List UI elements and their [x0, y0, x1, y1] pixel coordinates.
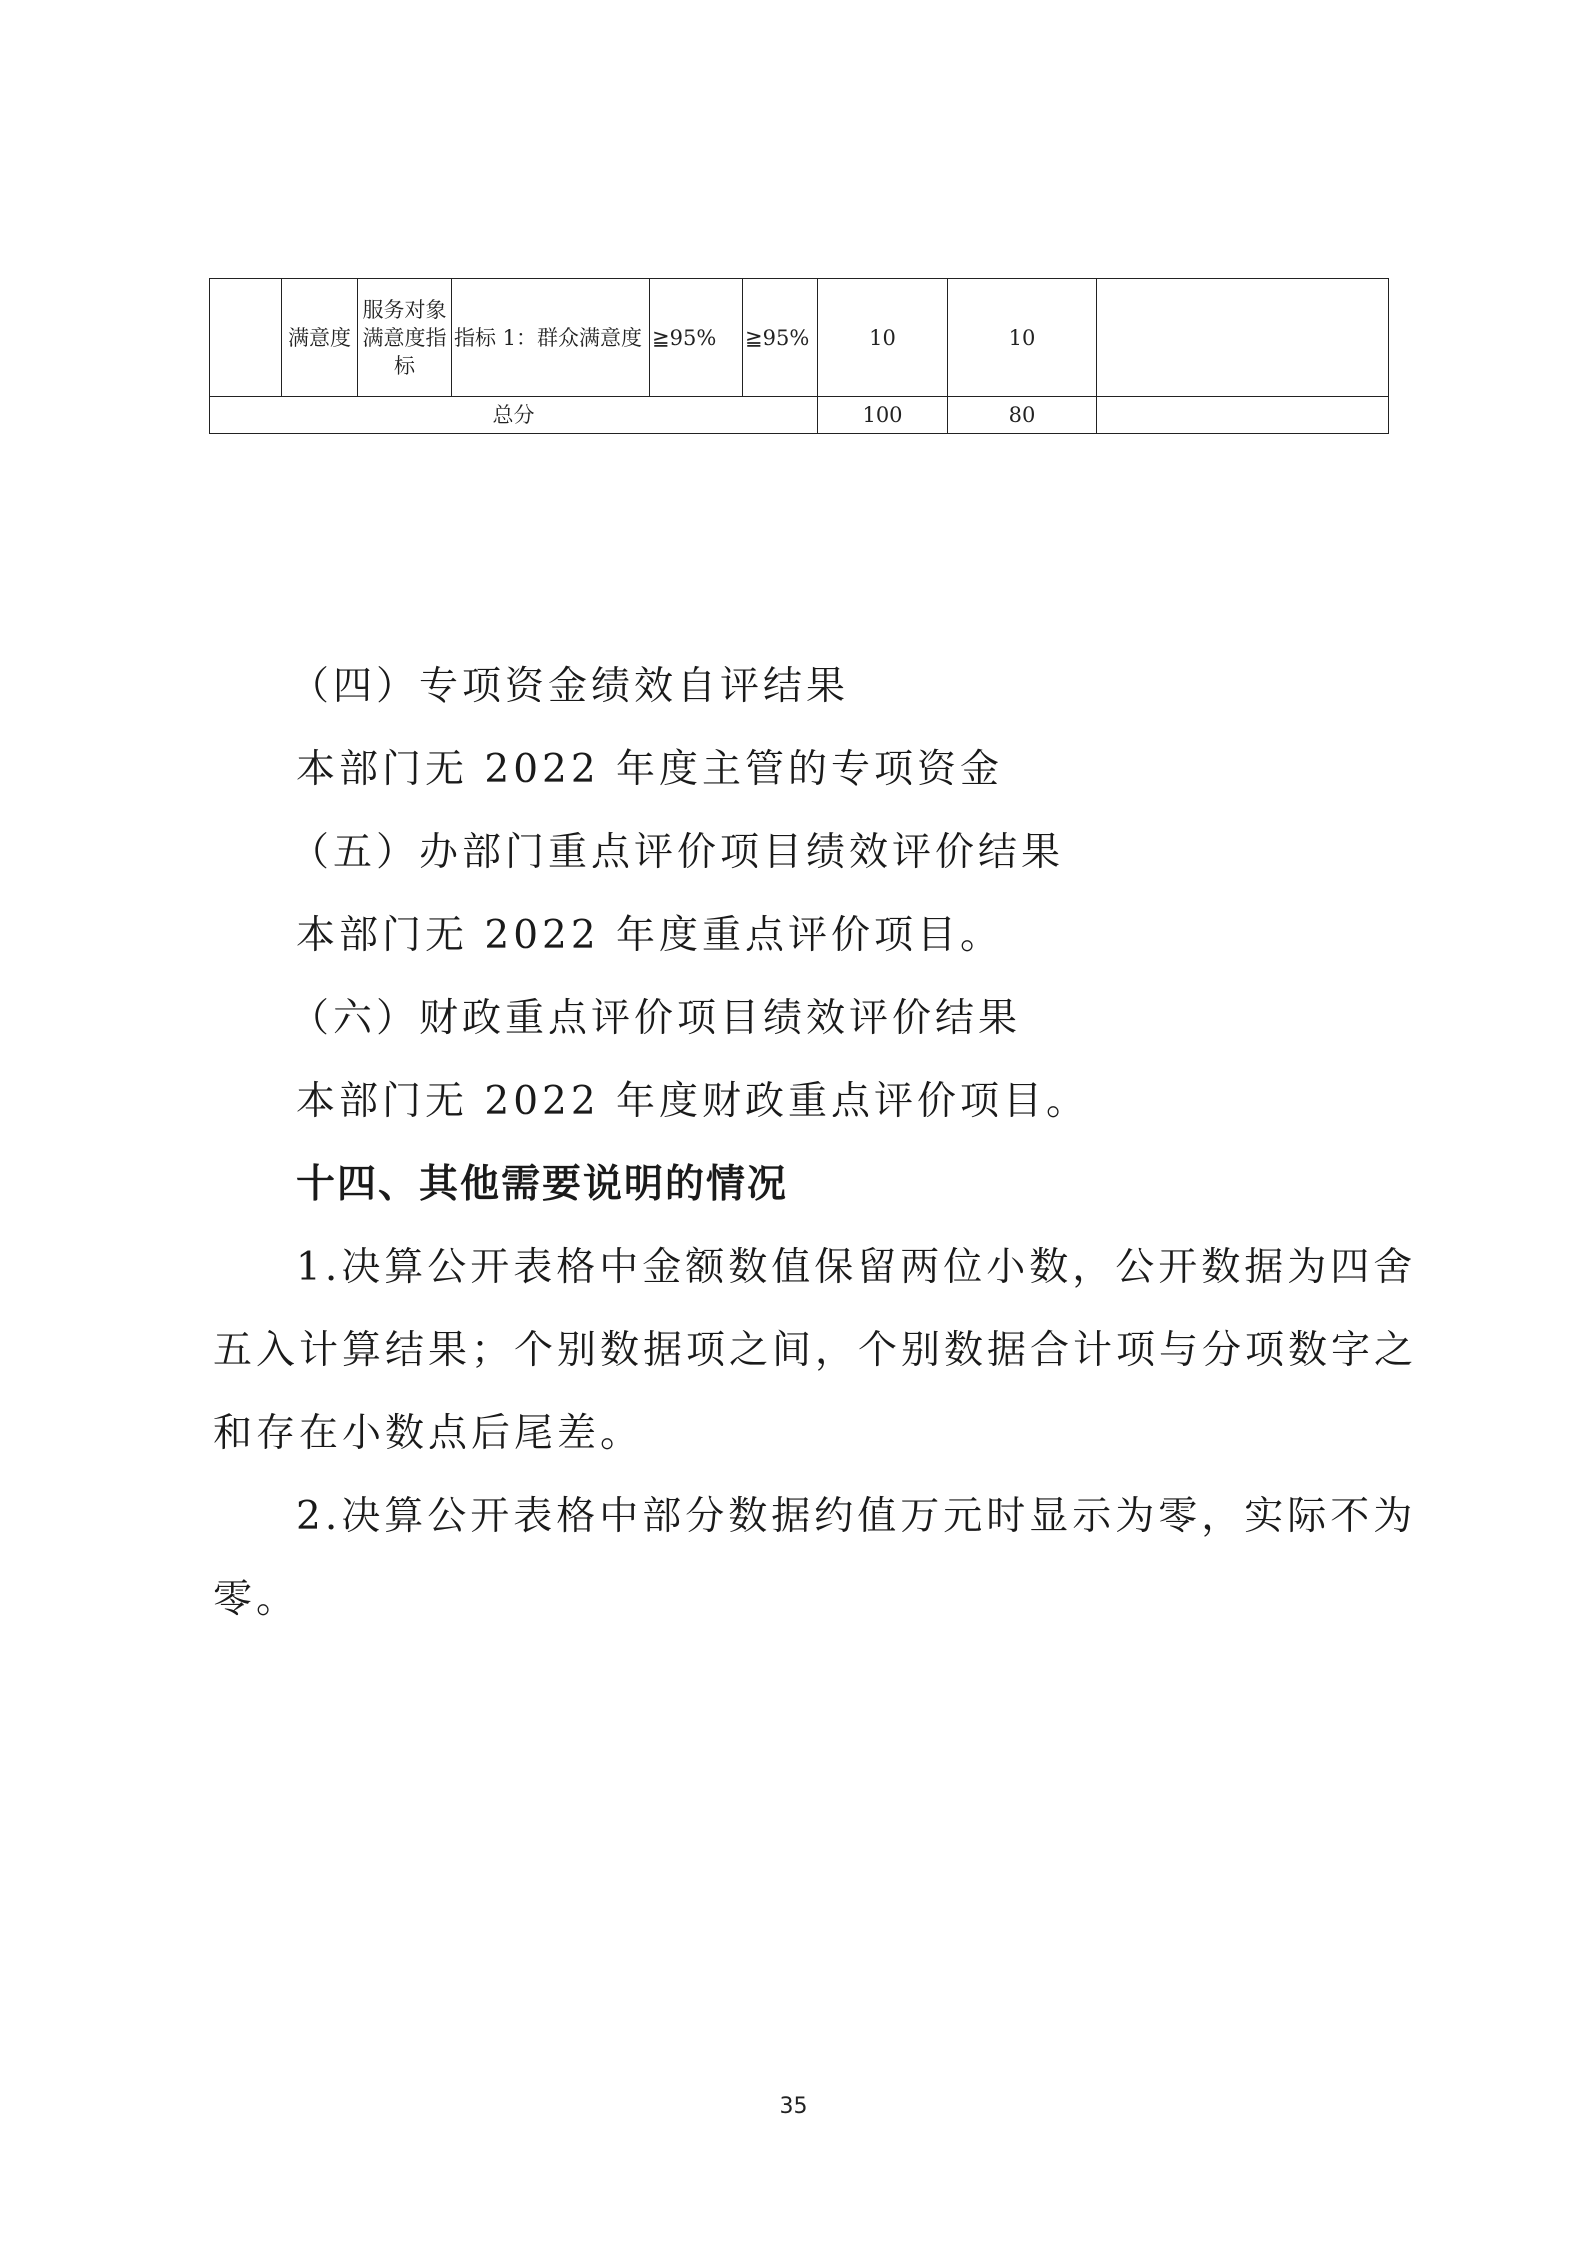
table-cell-indicator: 指标 1：群众满意度 [452, 279, 650, 397]
table-cell-level1 [210, 279, 282, 397]
table-row [210, 279, 1389, 397]
table-row-total [210, 397, 1389, 434]
total-weight: 100 [818, 397, 948, 434]
section-heading-5: （五）办部门重点评价项目绩效评价结果 [290, 830, 1065, 875]
page-number: 35 [779, 2094, 808, 2119]
table-cell-category: 满意度 [282, 279, 358, 397]
total-note [1097, 397, 1389, 434]
chapter-heading: 十四、其他需要说明的情况 [296, 1161, 789, 1207]
performance-table [209, 278, 1389, 434]
paragraph: 本部门无 2022 年度财政重点评价项目。 [296, 1079, 1090, 1124]
paragraph: 零。 [213, 1577, 300, 1622]
table-cell-actual: ≧95% [743, 279, 818, 397]
paragraph: 本部门无 2022 年度主管的专项资金 [296, 747, 1004, 792]
table-cell-target: ≧95% [650, 279, 743, 397]
table-cell-note [1097, 279, 1389, 397]
table-cell-weight: 10 [818, 279, 948, 397]
paragraph: 五入计算结果；个别数据项之间，个别数据合计项与分项数字之 [213, 1328, 1418, 1373]
total-label: 总分 [210, 397, 818, 434]
paragraph: 1.决算公开表格中金额数值保留两位小数，公开数据为四舍 [296, 1245, 1417, 1290]
paragraph: 本部门无 2022 年度重点评价项目。 [296, 913, 1004, 958]
section-heading-4: （四）专项资金绩效自评结果 [290, 664, 850, 709]
table-cell-subcategory: 服务对象满意度指标 [358, 279, 452, 397]
section-heading-6: （六）财政重点评价项目绩效评价结果 [290, 996, 1022, 1041]
total-score: 80 [948, 397, 1097, 434]
table-cell-score: 10 [948, 279, 1097, 397]
paragraph: 和存在小数点后尾差。 [213, 1411, 644, 1456]
paragraph: 2.决算公开表格中部分数据约值万元时显示为零，实际不为 [296, 1494, 1417, 1539]
